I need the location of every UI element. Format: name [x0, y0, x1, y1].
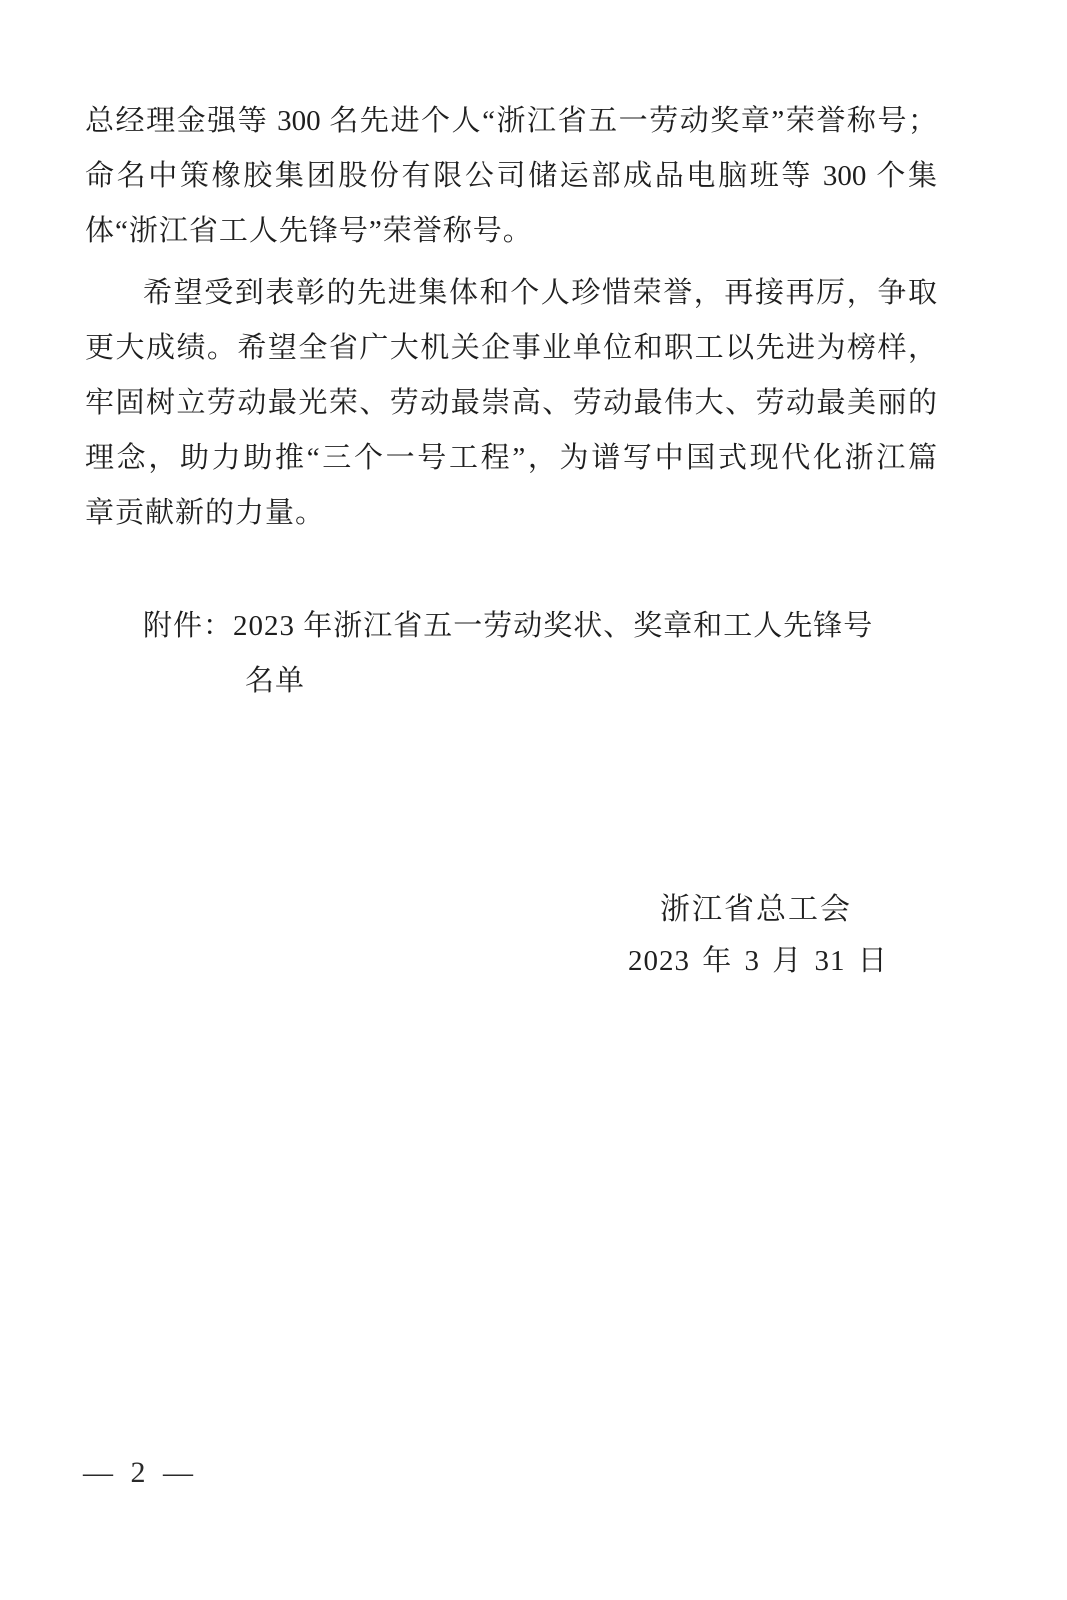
body-line: 更大成绩。希望全省广大机关企事业单位和职工以先进为榜样，: [85, 332, 937, 364]
closing-paragraph: [85, 266, 937, 541]
page-number: — 2 —: [83, 1456, 194, 1489]
body-line: 牢固树立劳动最光荣、劳动最崇高、劳动最伟大、劳动最美丽的: [85, 387, 937, 419]
signature-date: 2023 年 3 月 31 日: [628, 945, 888, 977]
attachment-note: [85, 599, 937, 709]
body-line: 命名中策橡胶集团股份有限公司储运部成品电脑班等 300 个集: [85, 160, 937, 192]
body-line: 希望受到表彰的先进集体和个人珍惜荣誉，再接再厉，争取: [143, 277, 937, 309]
attachment-line: 附件：2023 年浙江省五一劳动奖状、奖章和工人先锋号: [143, 610, 874, 642]
attachment-line: 名单: [245, 665, 306, 697]
body-line: 章贡献新的力量。: [85, 497, 326, 529]
body-line: 理念，助力助推“三个一号工程”，为谱写中国式现代化浙江篇: [85, 442, 937, 474]
paragraph-continuation: [85, 94, 937, 259]
body-line: 体“浙江省工人先锋号”荣誉称号。: [85, 215, 533, 247]
signature-organization: 浙江省总工会: [660, 893, 852, 926]
body-line: 总经理金强等 300 名先进个人“浙江省五一劳动奖章”荣誉称号；: [85, 105, 937, 137]
